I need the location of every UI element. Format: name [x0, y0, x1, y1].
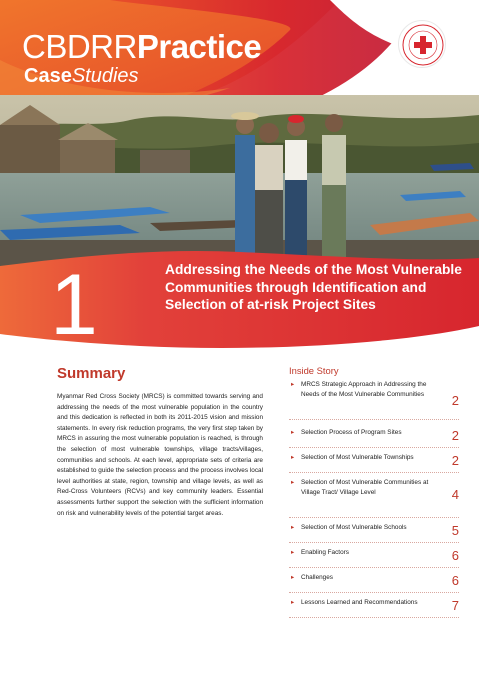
toc-item[interactable] — [289, 451, 459, 473]
toc-item[interactable] — [289, 476, 459, 518]
inside-story-list — [289, 378, 459, 618]
toc-item[interactable] — [289, 546, 459, 568]
toc-item[interactable] — [289, 426, 459, 448]
red-cross-emblem-icon — [399, 21, 447, 69]
brand-sub-bold: Case — [24, 65, 72, 87]
summary-heading: Summary — [57, 365, 126, 382]
chevron-right-icon: ▸ — [291, 574, 295, 581]
chevron-right-icon: ▸ — [291, 454, 295, 461]
case-study-number: 1 — [50, 257, 98, 353]
summary-body: Myanmar Red Cross Society (MRCS) is committed towards serving and addressing the needs of the most vulnerable population in the country and this dedication is reflected in both its 2011-2015 vision and mission statements. In every risk reduction programs, the very first step taken by MRCS in assuring the most vulnerable population is reached, is through the selection of most vulnerable townships, village tracts/villages, communities and schools. At each level, appropriate sets of criteria are established to guide the selection process and the process involves local level authorities at state, region, township and village levels, as well as Red-Cross Volunteers (RCVs) and key community leaders. Essential assessments further support the selection with the sufficient information on risk and vulnerability levels of the potential target areas. — [57, 393, 263, 517]
toc-item-page: 2 — [451, 393, 459, 408]
toc-item-label: Enabling Factors — [301, 549, 349, 556]
brand-series-light: CBDRR — [22, 28, 137, 65]
brand-series-bold: Practice — [136, 28, 262, 65]
toc-item-label: Selection of Most Vulnerable Schools — [301, 524, 407, 531]
toc-item-page: 5 — [451, 523, 459, 538]
toc-item-page: 6 — [451, 548, 459, 563]
publication-brand — [22, 30, 261, 87]
toc-item-label: Selection of Most Vulnerable Communities at Village Tract/ Village Level — [301, 479, 429, 496]
chevron-right-icon: ▸ — [291, 429, 295, 436]
chevron-right-icon: ▸ — [291, 381, 295, 388]
chevron-right-icon: ▸ — [291, 524, 295, 531]
chevron-right-icon: ▸ — [291, 549, 295, 556]
chevron-right-icon: ▸ — [291, 479, 295, 486]
toc-item[interactable] — [289, 521, 459, 543]
toc-item-label: Challenges — [301, 574, 333, 581]
toc-item-label: Selection Process of Program Sites — [301, 429, 402, 436]
toc-item-page: 4 — [451, 487, 459, 502]
case-study-title: Addressing the Needs of the Most Vulnerable Communities through Identification and Selection of at-risk Project Sites — [165, 262, 462, 312]
toc-item-page: 6 — [451, 573, 459, 588]
toc-item[interactable] — [289, 596, 459, 618]
brand-sub-italic: Studies — [71, 65, 139, 87]
toc-item-label: MRCS Strategic Approach in Addressing the Needs of the Most Vulnerable Communities — [301, 381, 427, 398]
toc-item-page: 2 — [451, 453, 459, 468]
toc-item[interactable] — [289, 571, 459, 593]
toc-item-page: 7 — [451, 598, 459, 613]
inside-story-heading: Inside Story — [289, 365, 339, 376]
toc-item-label: Lessons Learned and Recommendations — [301, 599, 418, 606]
chevron-right-icon: ▸ — [291, 599, 295, 606]
toc-item-page: 2 — [451, 428, 459, 443]
toc-item[interactable] — [289, 378, 459, 420]
toc-item-label: Selection of Most Vulnerable Townships — [301, 454, 414, 461]
red-cross-logo — [398, 20, 446, 68]
